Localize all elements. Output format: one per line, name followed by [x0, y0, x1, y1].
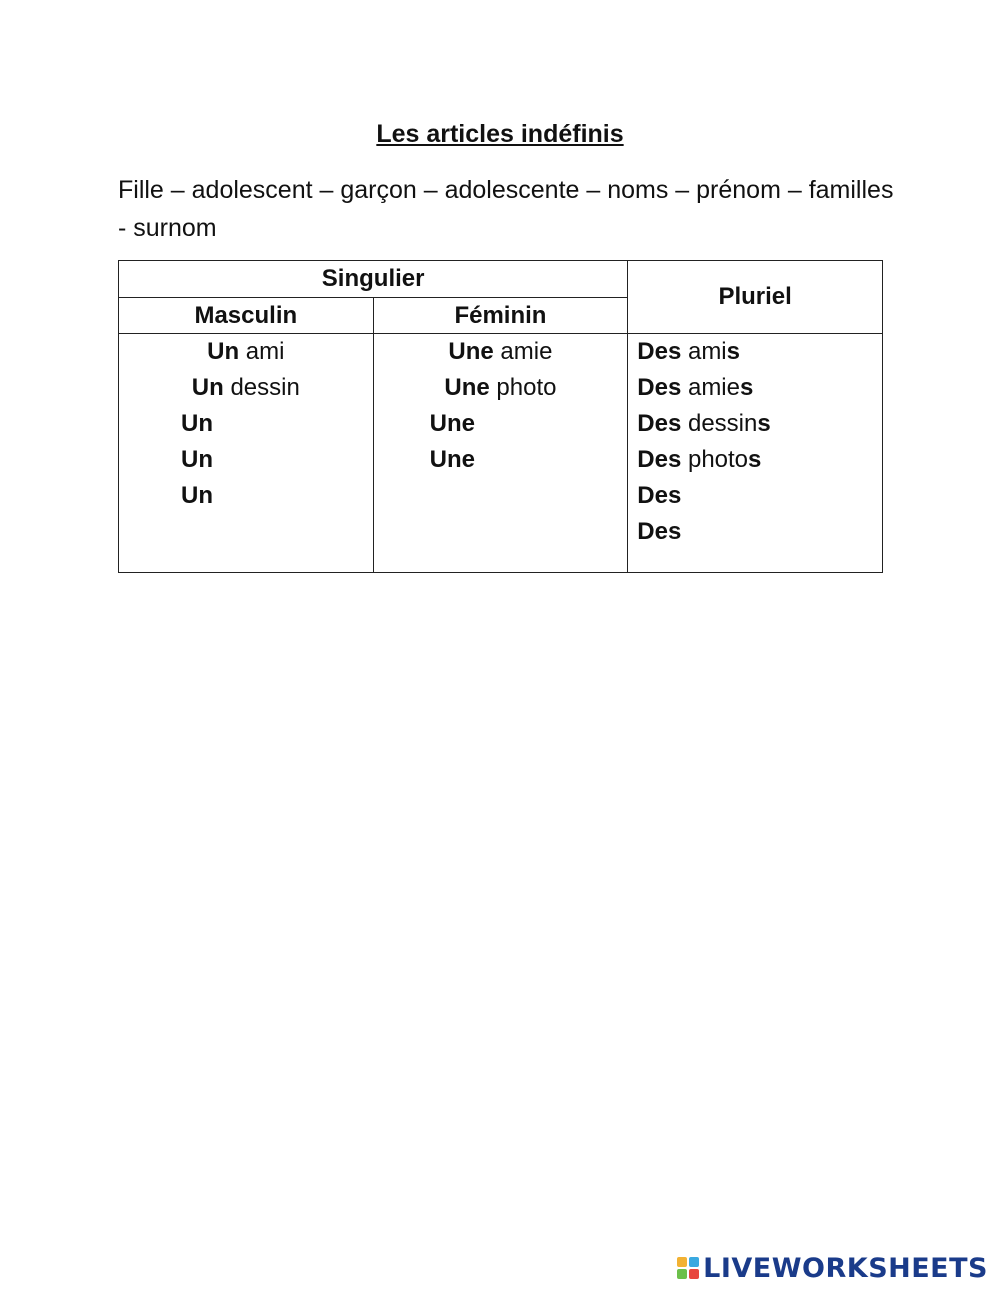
- header-masculine: Masculin: [119, 298, 374, 334]
- plural-entry: Des photos: [637, 446, 762, 473]
- logo-square: [677, 1269, 687, 1279]
- feminine-entry: Une: [429, 410, 475, 437]
- feminine-column: [373, 334, 628, 573]
- logo-square: [689, 1257, 699, 1267]
- liveworksheets-icon: [677, 1257, 699, 1279]
- feminine-entry: Une photo: [444, 374, 557, 401]
- word-bank: Fille – adolescent – garçon – adolescente – noms – prénom – familles - surnom: [118, 176, 894, 242]
- plural-column: [628, 334, 883, 573]
- liveworksheets-logo: [677, 1252, 988, 1284]
- masculine-entry: Un: [181, 446, 213, 473]
- masculine-column: [119, 334, 374, 573]
- articles-table: [118, 260, 883, 573]
- plural-entry: Des amis: [637, 338, 740, 365]
- masculine-entry: Un: [181, 482, 213, 509]
- feminine-entry: Une: [429, 446, 475, 473]
- page-title: Les articles indéfinis: [376, 120, 624, 148]
- masculine-entry: Un ami: [207, 338, 285, 365]
- plural-entry: Des: [637, 482, 682, 509]
- header-plural: Pluriel: [628, 261, 883, 334]
- plural-entry: Des: [637, 518, 682, 545]
- plural-entry: Des amies: [637, 374, 754, 401]
- logo-square: [677, 1257, 687, 1267]
- masculine-entry: Un dessin: [191, 374, 300, 401]
- feminine-entry: Une amie: [448, 338, 553, 365]
- header-feminine: Féminin: [373, 298, 628, 334]
- logo-square: [689, 1269, 699, 1279]
- plural-entry: Des dessins: [637, 410, 771, 437]
- masculine-entry: Un: [181, 410, 213, 437]
- header-singular: Singulier: [119, 261, 628, 298]
- brand-name: LIVEWORKSHEETS: [703, 1252, 988, 1284]
